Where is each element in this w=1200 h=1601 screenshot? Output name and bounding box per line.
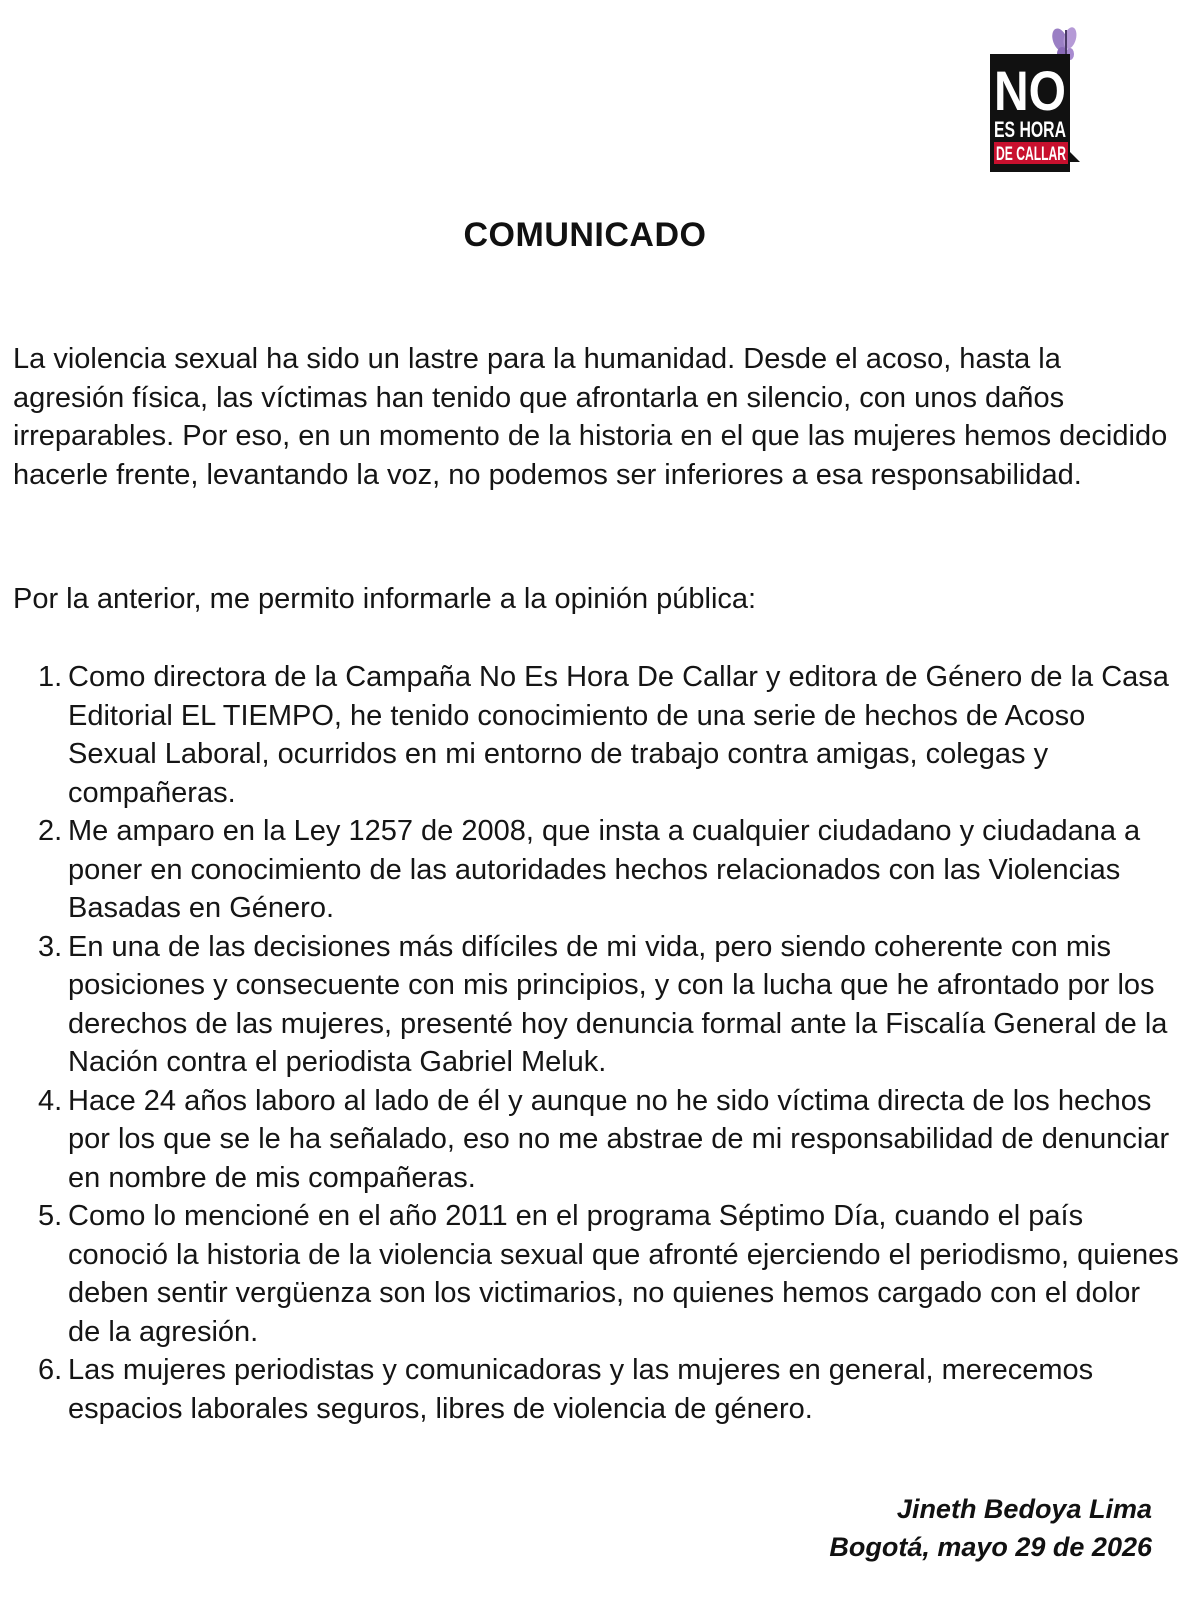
list-item-text: Como lo mencioné en el año 2011 en el programa Séptimo Día, cuando el país conoció la historia de la violencia sexual que afronté ejerciendo el periodismo, quienes deben sentir vergüenza son los victimarios, no quienes hemos cargado con el dolor de la agresión. [68, 1200, 1179, 1348]
list-item-text: Las mujeres periodistas y comunicadoras y las mujeres en general, merecemos espacios laborales seguros, libres de violencia de género. [68, 1354, 1094, 1425]
list-item-number: 2. [38, 815, 63, 847]
list-item [30, 1082, 1180, 1198]
signature-place-date: Bogotá, mayo 29 de 2026 [829, 1532, 1152, 1562]
list-item-number: 5. [38, 1200, 63, 1232]
list-item [30, 1351, 1180, 1428]
list-item [30, 1197, 1180, 1351]
list-item-number: 3. [38, 930, 63, 963]
list-item-text: En una de las decisiones más difíciles de mi vida, pero siendo coherente con mis posiciones y consecuente con mis principios, y con la lucha que he afrontado por los derechos de las mujeres, presenté hoy denuncia formal ante la Fiscalía General de la Nación contra el periodista Gabriel Meluk. [68, 930, 1168, 1078]
list-item [30, 928, 1180, 1082]
signature-block [829, 1490, 1152, 1566]
list-item [30, 812, 1180, 928]
list-item-text: Me amparo en la Ley 1257 de 2008, que insta a cualquier ciudadano y ciudadana a poner en conocimiento de las autoridades hechos relacionados con las Violencias Basadas en Género. [68, 815, 1141, 924]
list-item-number: 1. [38, 661, 63, 693]
list-item-number: 4. [38, 1084, 63, 1117]
signature-name: Jineth Bedoya Lima [896, 1494, 1152, 1524]
list-item-text: Hace 24 años laboro al lado de él y aunque no he sido víctima directa de los hechos por los que se le ha señalado, eso no me abstrae de mi responsabilidad de denunciar en nombre de mis compañeras. [68, 1084, 1170, 1194]
statement-list [30, 658, 1180, 1428]
campaign-logo [990, 24, 1105, 184]
list-item-number: 6. [38, 1354, 63, 1386]
logo-line-2: ES HORA [994, 117, 1067, 142]
intro-paragraph: La violencia sexual ha sido un lastre para la humanidad. Desde el acoso, hasta la agresión física, las víctimas han tenido que afrontarla en silencio, con unos daños irreparables. Por eso, en un momento de la historia en el que las mujeres hemos decidido hacerle frente, levantando la voz, no podemos ser inferiores a esa responsabilidad. [13, 343, 1168, 491]
list-item-text: Como directora de la Campaña No Es Hora De Callar y editora de Género de la Casa Editorial EL TIEMPO, he tenido conocimiento de una serie de hechos de Acoso Sexual Laboral, ocurridos en mi entorno de trabajo contra amigas, colegas y compañeras. [68, 661, 1169, 809]
logo-line-3: DE CALLAR [996, 144, 1067, 165]
list-item [30, 658, 1180, 812]
logo-line-1: NO [994, 59, 1066, 122]
page-title: COMUNICADO [463, 216, 707, 254]
lead-paragraph: Por la anterior, me permito informarle a la opinión pública: [13, 583, 757, 615]
